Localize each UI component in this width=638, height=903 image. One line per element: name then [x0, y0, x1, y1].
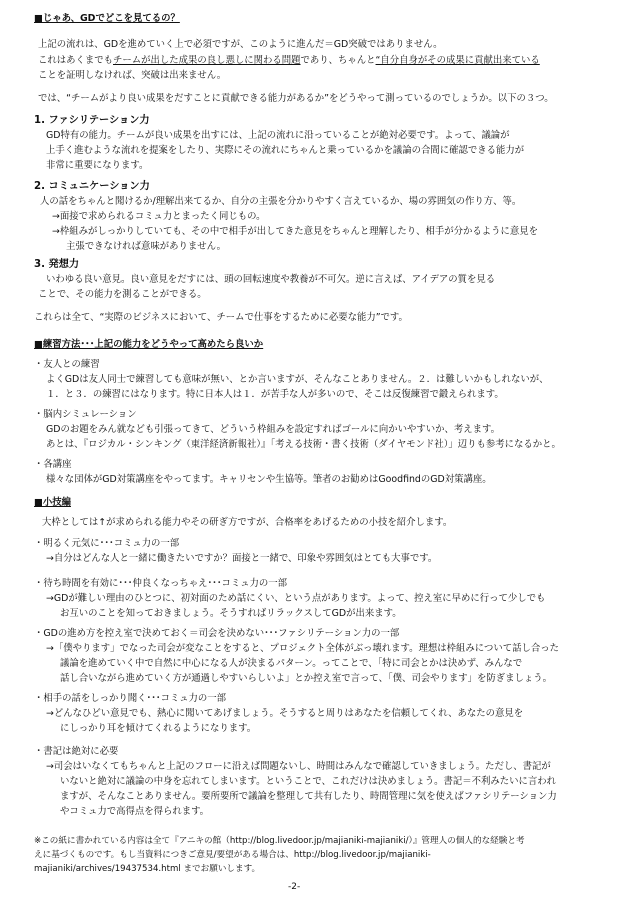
tip-text: 議論を進めていく中で自然に中心になる人が決まるパターン。ってことで、「特に司会とかは決めず、みんなで: [60, 658, 523, 669]
paragraph-line: ことを証明しなければ、突破は出来ません。: [38, 70, 227, 81]
section-heading-tips: ■小技編: [34, 497, 71, 508]
practice-item-title: ・各講座: [34, 459, 72, 470]
ability-text: 非常に重要になります。: [46, 160, 149, 171]
ability-text: ことで、その能力を測ることができる。: [38, 289, 207, 300]
tip-text: →「僕やります」でなった司会が変なことをすると、プロジェクト全体がぶっ壊れます。理想は枠組みについて話し合った: [46, 643, 559, 654]
tip-text: ますが、そんなことありません。要所要所で議論を整理して共有したり、時間管理に気を使えばファシリテーション力: [60, 791, 557, 802]
section-heading-gd-evaluation: ■じゃあ、GDでどこを見てるの？: [34, 13, 180, 24]
footer-note-line: majianiki/archives/19437534.html までお願いします。: [34, 864, 261, 874]
tip-title: ・GDの進め方を控え室で決めておく＝司会を決めない･･･ファシリテーション力の一部: [34, 628, 400, 639]
abilities-summary: これらは全て、“実際のビジネスにおいて、チームで仕事をするために必要な能力”です。: [34, 312, 408, 323]
tip-text: いないと絶対に議論の中身を忘れてしまいます。ということで、これだけは決めましょう。書記＝不利みたいに言われ: [60, 776, 556, 787]
ability-text: GD特有の能力。チームが良い成果を出すには、上記の流れに沿っていることが絶対必要です。よって、議論が: [46, 130, 510, 141]
practice-item-text: 様々な団体がGD対策講座をやってます。キャリセンや生協等。筆者のお勧めはGoodfindのGD対策講座。: [46, 474, 492, 485]
ability-text: →枠組みがしっかりしていても、その中で相手が出してきた意見をちゃんと理解したり、相手が分かるように意見を: [52, 226, 538, 237]
practice-item-text: あとは、『ロジカル・シンキング（東洋経済新報社）』「考える技術・書く技術（ダイヤモンド社）」辺りも参考になるかと。: [46, 439, 561, 450]
practice-item-title: ・友人との練習: [34, 359, 100, 370]
page-number: -2-: [288, 882, 301, 892]
ability-text: 上手く進むような流れを提案をしたり、実際にその流れにちゃんと乗っているかを議論の合間に確認できる能力が: [46, 145, 525, 156]
tip-title: ・書記は絶対に必要: [34, 746, 119, 757]
ability-title-facilitation: 1. ファシリテーション力: [34, 115, 150, 126]
tip-text: →自分はどんな人と一緒に働きたいですか？面接と一緒で、印象や雰囲気はとても大事です。: [46, 553, 438, 564]
paragraph-line: [38, 54, 540, 67]
paragraph-line: 上記の流れは、GDを進めていく上で必須ですが、このように進んだ＝GD突破ではありません。: [38, 39, 443, 50]
tip-text: お互いのことを知っておきましょう。そうすればリラックスしてGDが出来ます。: [60, 608, 402, 619]
ability-title-ideation: 3. 発想力: [34, 259, 80, 270]
practice-item-text: よくGDは友人同士で練習しても意味が無い、とか言いますが、そんなことありません。２．は難しいかもしれないが、: [46, 374, 549, 385]
practice-item-title: ・脳内シミュレーション: [34, 409, 137, 420]
text-run: であり、ちゃんと: [300, 55, 376, 66]
tip-text: やコミュ力で高得点を得られます。: [60, 806, 210, 817]
tip-text: にしっかり耳を傾けてくれるようになります。: [60, 723, 257, 734]
text-run: これはあくまでも: [38, 55, 114, 66]
tip-title: ・待ち時間を有効に･･･仲良くなっちゃえ･･･コミュ力の一部: [34, 578, 287, 589]
tip-title: ・相手の話をしっかり聞く･･･コミュ力の一部: [34, 693, 227, 704]
practice-item-text: GDのお題をみん就なども引張ってきて、どういう枠組みを設定すればゴールに向かいやすいか、考えます。: [46, 424, 500, 435]
underlined-phrase: “自分自身がその成果に貢献出来ている: [375, 55, 540, 66]
tip-text: →司会はいなくてもちゃんと上記のフローに沿えば問題ないし、時間はみんなで確認していきましょう。ただし、書記が: [46, 761, 551, 772]
tip-text: 話し合いながら進めていく方が通過しやすいらしいよ」とか控え室で言って、「僕、司会やります」を防ぎましょう。: [60, 673, 552, 684]
ability-text: →面接で求められるコミュ力とまったく同じもの。: [52, 211, 266, 222]
underlined-phrase: チームが出した成果の良し悪しに関わる問題: [113, 55, 301, 66]
ability-text: 人の話をちゃんと聞けるか/理解出来てるか、自分の主張を分かりやすく言えているか、場の雰囲気の作り方、等。: [40, 196, 522, 207]
practice-item-text: １．と３．の練習にはなります。特に日本人は１．が苦手な人が多いので、そこは反復練習で鍛えられます。: [46, 389, 504, 400]
tip-text: →GDが難しい理由のひとつに、初対面のため話にくい、という点があります。よって、控え室に早めに行って少しでも: [46, 593, 546, 604]
ability-text: 主張できなければ意味がありません。: [66, 241, 226, 252]
ability-text: いわゆる良い意見。良い意見をだすには、頭の回転速度や教養が不可欠。逆に言えば、アイデアの質を見る: [46, 274, 496, 285]
footer-note-line: ※この紙に書かれている内容は全て『アニキの館（http://blog.livedoor.jp/majianiki-majianiki/）』管理人の個人的な経験と考: [34, 836, 525, 846]
paragraph-line: では、“チームがより良い成果をだすことに貢献できる能力があるか”をどうやって測っているのでしょうか。以下の３つ。: [38, 93, 554, 104]
tips-intro: 大枠としては↑が求められる能力やその研ぎ方ですが、合格率をあげるための小技を紹介します。: [42, 517, 453, 528]
section-heading-practice: ■練習方法･･･上記の能力をどうやって高めたら良いか: [34, 339, 264, 350]
tip-text: →どんなひどい意見でも、熱心に聞いてあげましょう。そうすると周りはあなたを信頼してくれ、あなたの意見を: [46, 708, 524, 719]
ability-title-communication: 2. コミュニケーション力: [34, 181, 150, 192]
tip-title: ・明るく元気に･･･コミュ力の一部: [34, 538, 180, 549]
footer-note-line: えに基づくものです。もし当資料につきご意見/要望がある場合は、http://blog.livedoor.jp/majianiki-: [34, 850, 431, 860]
